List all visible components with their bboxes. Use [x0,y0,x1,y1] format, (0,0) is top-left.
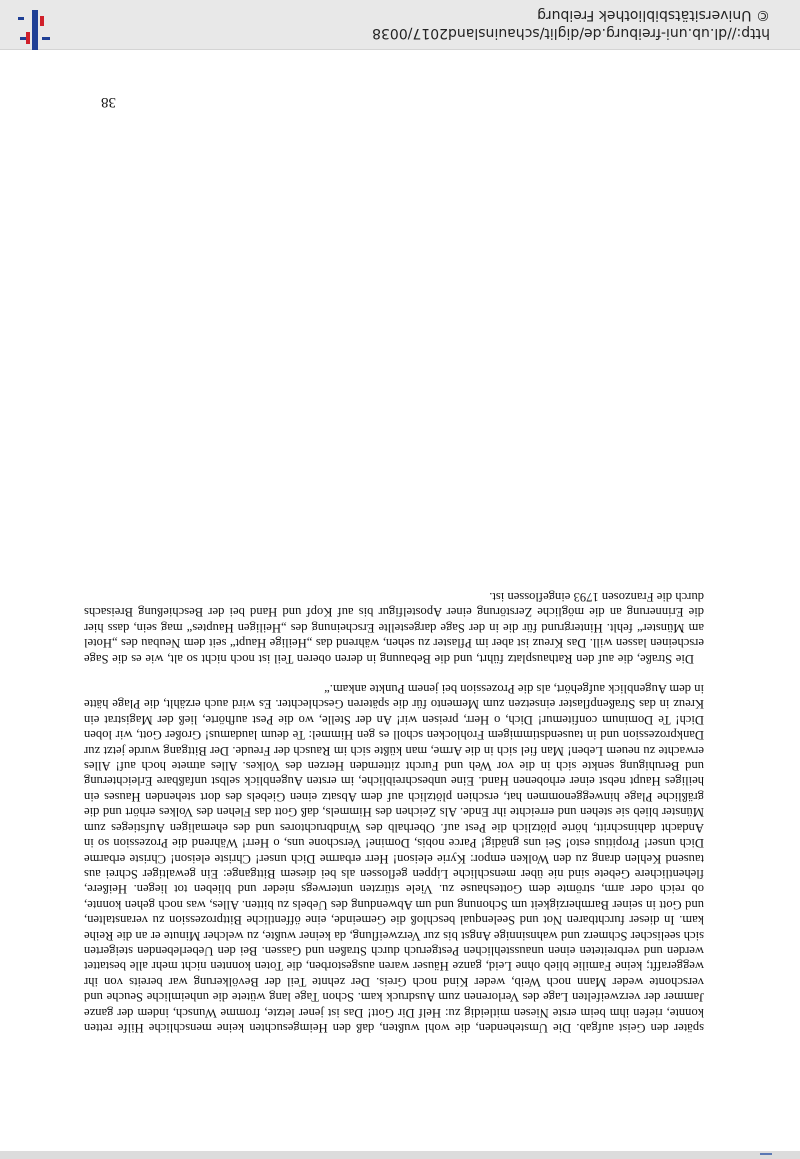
page-body [84,589,704,1035]
footer-bar [0,0,800,50]
paragraph-2: Die Straße, die auf den Rathausplatz führt, und die Bebauung in deren oberen Teil ist noch nicht so alt, wie es die Sage erscheinen lassen will. Das Kreuz ist aber im Pflaster zu sehen, während das „Heilige Haupt“ seit dem Neubau des „Hotel am Münster“ fehlt. Hintergrund für die in der Sage dargestellte Erscheinung des „Heiligen Hauptes“ mag sein, dass hier die Erinnerung an die mögliche Zerstörung einer Apostelfigur bis auf Kopf und Hand bei der Beschießung Breisachs durch die Franzosen 1793 eingeflossen ist. [84,590,704,666]
paragraph-1: später den Geist aufgab. Die Umstehenden, die wohl wußten, daß den Heimgesuchten keine menschliche Hilfe retten konnte, riefen ihm beim erste Niesen mitleidig zu: Helf Dir Gott! Das ist jener letzte, fromme Wunsch, indem der ganze Jammer der verzweifelten Lage des Verlorenen zum Ausdruck kam. Schon Tage lang wütete die unheimliche Seuche und verschonte weder Mann noch Weib, weder Kind noch Greis. Der zehnte Teil der Bevölkerung war bereits von ihr weggerafft; keine Familie blieb ohne Leid, ganze Häuser waren ausgestorben, die Toten konnten nicht mehr alle bestattet werden und verbreiteten einen unausstehlichen Pestgeruch durch Straßen und Gassen. Bei den Ueberlebenden steigerten sich seelischer Schmerz und wahnsinnige Angst bis zur Verzweiflung, da keiner wußte, zu welcher Minute er an die Reihe kam. In dieser furchtbaren Not und Seelenqual beschloß die Gemeinde, eine öffentliche Bittprozession zu veranstalten, und Gott in seiner Barmherzigkeit um Schonung und um Abwendung des Uebels zu bitten. Alles, was noch gehen konnte, ob reich oder arm, strömte dem Gotteshause zu. Viele stürzten unterwegs nieder und blieben tot liegen. Heißere, flehentlichere Gebete sind nie über menschliche Lippen geflossen als bei diesem Bittgange: Ein gewaltiger Schrei aus tausend Kehlen drang zu den Wolken empor: Kyrie eleison! Herr erbarme Dich unser! Christe eleison! Christe erbarme Dich unser! Propitius esto! Sei uns gnädig! Parce nobis, Domine! Verschone uns, o Herr! Während die Prozession so in Andacht dahinschritt, hörte plötzlich die Pest auf. Oberhalb des Windbruchtores und des ehemaligen Aufstieges zum Münster blieb sie stehen und erreichte ihr Ende. Als Zeichen des Himmels, daß Gott das Flehen des Volkes erhört und die gräßliche Plage hinweggenommen hat, erschien plötzlich auf dem Absatz einen Giebels des dort stehenden Hauses ein heiliges Haupt nebst einer erhobenen Hand. Eine unbeschreibliche, im ersten Augenblick selbst unfaßbare Erleichterung und Beruhigung senkte sich in die vor Weh und Furcht zitternden Herzen des Volkes. Alles atmete hoch auf! Alles erwachte zu neuem Leben! Man fiel sich in die Arme, man küßte sich im Rausch der Freude. Der Bittgang wurde jetzt zur Dankprozession und in tausendstimmigem Frohlocken scholl es gen Himmel: Te deum laudamus! Großer Gott, wir loben Dich! Te Dominum confitemur! Dich, o Herr, preisen wir! An der Stelle, wo die Pest aufhörte, ließ der Magistrat ein Kreuz in das Straßenpflaster einsetzen zum Memento für die späteren Geschlechter. Es wird auch erzählt, die Plage hätte in dem Augenblick aufgehört, als die Prozession bei jenem Punkte ankam.“ [84,682,704,1035]
footer-url-link[interactable]: http://dl.ub.uni-freiburg.de/diglit/schauinsland2017/0038 [372,25,770,41]
ub-freiburg-logo-icon [12,0,52,50]
page-number: 38 [101,94,116,110]
footer-copyright: © Universitätsbibliothek Freiburg [537,7,770,23]
top-mark [760,1153,772,1155]
top-strip [0,1151,800,1159]
